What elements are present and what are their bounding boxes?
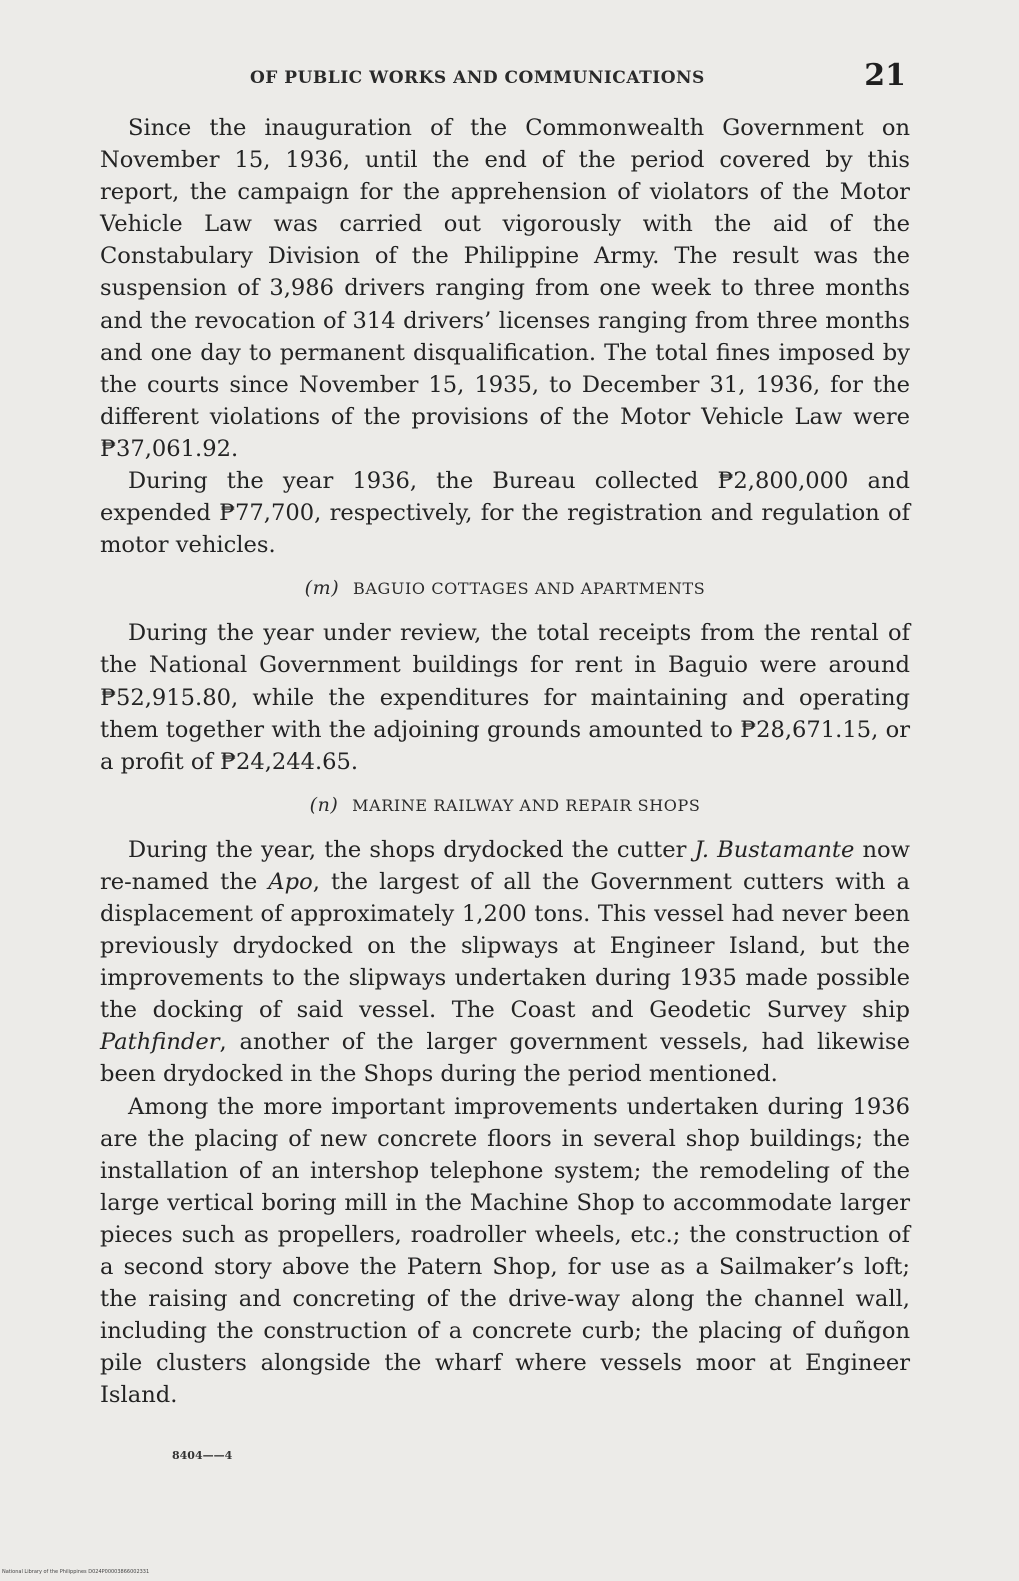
section-title-baguio: BAGUIO COTTAGES AND APARTMENTS xyxy=(353,579,706,599)
section-title-marine-railway: MARINE RAILWAY AND REPAIR SHOPS xyxy=(352,795,701,815)
text-run: , another of the larger government vessels, had likewise been drydocked in the Shops during the period mentioned. xyxy=(100,1029,910,1088)
paragraph-drydocking xyxy=(100,834,910,1091)
text-run: now re-named the xyxy=(100,836,910,895)
printer-signature-mark: 8404——4 xyxy=(172,1449,233,1462)
section-heading-baguio xyxy=(100,577,910,599)
vessel-name: Pathfinder xyxy=(100,1029,220,1056)
body-text xyxy=(100,112,910,1411)
text-run: , the largest of all the Government cutters with a displacement of approximately 1,200 tons. This vessel had never been previously drydocked on the slipways at Engineer Island, but the improvements to the slipways undertaken during 1935 made possible the docking of said vessel. The Coast and Geodetic Survey ship xyxy=(100,868,911,1024)
section-marker-m: (m) xyxy=(304,577,340,600)
library-footer-note: National Library of the Philippines D024P00003866002331 xyxy=(2,1569,150,1575)
paragraph-motor-vehicle-finances: During the year 1936, the Bureau collected ₱2,800,000 and expended ₱77,700, respectively, for the registration and regulation of motor vehicles. xyxy=(100,468,910,559)
running-head xyxy=(100,58,910,94)
paragraph-motor-vehicle-enforcement: Since the inauguration of the Commonwealth Government on November 15, 1936, until the end of the period covered by this report, the campaign for the apprehension of violators of the Motor Vehicle Law was carried out vigorously with the aid of the Constabulary Division of the Philippine Army. The result was the suspension of 3,986 drivers ranging from one week to three months and the revocation of 314 drivers’ licenses ranging from three months and one day to permanent disqualification. The total fines imposed by the courts since November 15, 1935, to December 31, 1936, for the different violations of the provisions of the Motor Vehicle Law were ₱37,061.92. xyxy=(100,115,910,462)
running-title: OF PUBLIC WORKS AND COMMUNICATIONS xyxy=(250,68,705,88)
vessel-name: J. Bustamante xyxy=(694,836,855,863)
paragraph-shop-improvements: Among the more important improvements undertaken during 1936 are the placing of new concrete floors in several shop buildings; the installation of an intershop telephone system; the remodeling of the large vertical boring mill in the Machine Shop to accommodate larger pieces such as propellers, roadroller wheels, etc.; the construction of a second story above the Patern Shop, for use as a Sailmaker’s loft; the raising and concreting of the drive-way along the channel wall, including the construction of a concrete curb; the placing of duñgon pile clusters alongside the wharf where vessels moor at Engineer Island. xyxy=(100,1093,910,1409)
vessel-name: Apo xyxy=(268,868,313,895)
section-heading-marine-railway xyxy=(100,794,910,816)
section-marker-n: (n) xyxy=(309,793,339,816)
page-number: 21 xyxy=(864,58,906,93)
paragraph-baguio-rentals: During the year under review, the total receipts from the rental of the National Government buildings for rent in Baguio were around ₱52,915.80, while the expenditures for maintaining and operating them together with the adjoining grounds amounted to ₱28,671.15, or a profit of ₱24,244.65. xyxy=(100,620,910,775)
text-run: During the year, the shops drydocked the cutter xyxy=(128,836,695,863)
